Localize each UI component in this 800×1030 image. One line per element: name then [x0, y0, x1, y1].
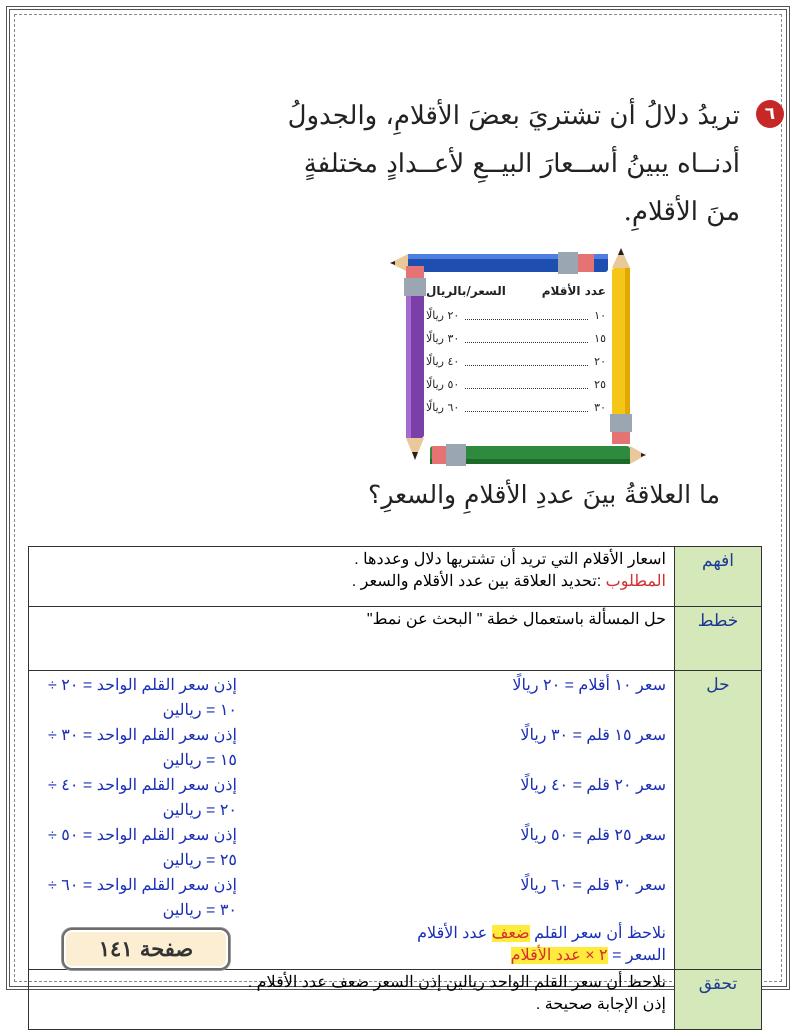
note-text: نلاحظ أن سعر القلم: [529, 925, 666, 942]
question-text: ما العلاقةُ بينَ عددِ الأقلامِ والسعرِ؟: [368, 480, 720, 509]
understand-line: اسعار الأقلام التي تريد أن تشتريها دلال وعددها .: [354, 551, 666, 568]
problem-line-1: تريدُ دلالُ أن تشتريَ بعضَ الأقلامِ، والجدولُ: [287, 101, 740, 131]
required-text: :تحديد العلاقة بين عدد الأقلام والسعر .: [351, 573, 606, 590]
step-solve: [29, 671, 762, 970]
row-price: ٦٠ ريالًا: [426, 401, 460, 414]
row-count: ١٥: [594, 332, 606, 345]
pencil-frame-illustration: [388, 248, 648, 468]
formula-highlight: ٢ × عدد الأقلام: [510, 947, 608, 964]
price-row: [426, 350, 606, 373]
stage-label: تحقق: [675, 970, 762, 1030]
note-text: عدد الأقلام: [417, 925, 492, 942]
problem-line-2: أدنــاه يبينُ أســعارَ البيــعِ لأعــدادٍ مختلفةٍ: [303, 149, 740, 179]
dotted-leader: [465, 327, 588, 343]
calc-given: سعر ١٠ أقلام = ٢٠ ريالًا: [512, 677, 666, 694]
calc-result: إذن سعر القلم الواحد = ٦٠ ÷ ٣٠ = ريالين: [48, 877, 237, 919]
page-number-badge: صفحة ١٤١: [62, 928, 230, 970]
problem-statement: [220, 92, 776, 236]
stage-label: خطط: [675, 607, 762, 671]
stage-label: افهم: [675, 547, 762, 607]
check-line: إذن الإجابة صحيحة .: [535, 996, 666, 1013]
row-count: ٣٠: [594, 401, 606, 414]
col-price-header: السعر/بالريال: [426, 284, 506, 298]
formula-text: السعر =: [607, 947, 666, 964]
row-price: ٢٠ ريالًا: [426, 309, 460, 322]
dotted-leader: [465, 373, 588, 389]
dotted-leader: [465, 304, 588, 320]
check-line: نلاحظ أن سعر القلم الواحد ريالين إذن السعر ضعف عدد الأقلام .: [247, 974, 666, 991]
row-price: ٣٠ ريالًا: [426, 332, 460, 345]
calc-row: [37, 823, 666, 873]
calc-row: [37, 873, 666, 923]
step-body: [29, 547, 675, 607]
calc-result: إذن سعر القلم الواحد = ٣٠ ÷ ١٥ = ريالين: [48, 727, 237, 769]
price-row: [426, 396, 606, 419]
price-table-header: [426, 284, 606, 298]
step-body: [29, 607, 675, 671]
col-count-header: عدد الأقلام: [541, 284, 606, 298]
problem-line-3: منَ الأقلامِ.: [623, 197, 740, 227]
price-row: [426, 373, 606, 396]
plan-line: حل المسألة باستعمال خطة " البحث عن نمط": [366, 611, 666, 628]
row-count: ٢٥: [594, 378, 606, 391]
stage-label: حل: [675, 671, 762, 970]
calc-row: [37, 773, 666, 823]
calc-given: سعر ١٥ قلم = ٣٠ ريالًا: [520, 727, 666, 744]
row-price: ٥٠ ريالًا: [426, 378, 460, 391]
price-row: [426, 327, 606, 350]
calc-result: إذن سعر القلم الواحد = ٥٠ ÷ ٢٥ = ريالين: [48, 827, 237, 869]
price-table: [426, 284, 606, 419]
calc-result: إذن سعر القلم الواحد = ٢٠ ÷ ١٠ = ريالين: [48, 677, 237, 719]
question-number-badge: ٦: [756, 100, 784, 128]
calc-given: سعر ٣٠ قلم = ٦٠ ريالًا: [520, 877, 666, 894]
required-line: [37, 571, 666, 593]
step-understand: [29, 547, 762, 607]
calc-row: [37, 723, 666, 773]
step-body: [29, 671, 675, 970]
dotted-leader: [465, 350, 588, 366]
step-plan: [29, 607, 762, 671]
required-label: المطلوب: [605, 573, 666, 590]
row-count: ٢٠: [594, 355, 606, 368]
dotted-leader: [465, 396, 588, 412]
row-count: ١٠: [594, 309, 606, 322]
calc-row: [37, 673, 666, 723]
calc-given: سعر ٢٠ قلم = ٤٠ ريالًا: [520, 777, 666, 794]
note-highlight: ضعف: [491, 925, 530, 942]
calc-given: سعر ٢٥ قلم = ٥٠ ريالًا: [520, 827, 666, 844]
price-row: [426, 304, 606, 327]
row-price: ٤٠ ريالًا: [426, 355, 460, 368]
calc-result: إذن سعر القلم الواحد = ٤٠ ÷ ٢٠ = ريالين: [48, 777, 237, 819]
